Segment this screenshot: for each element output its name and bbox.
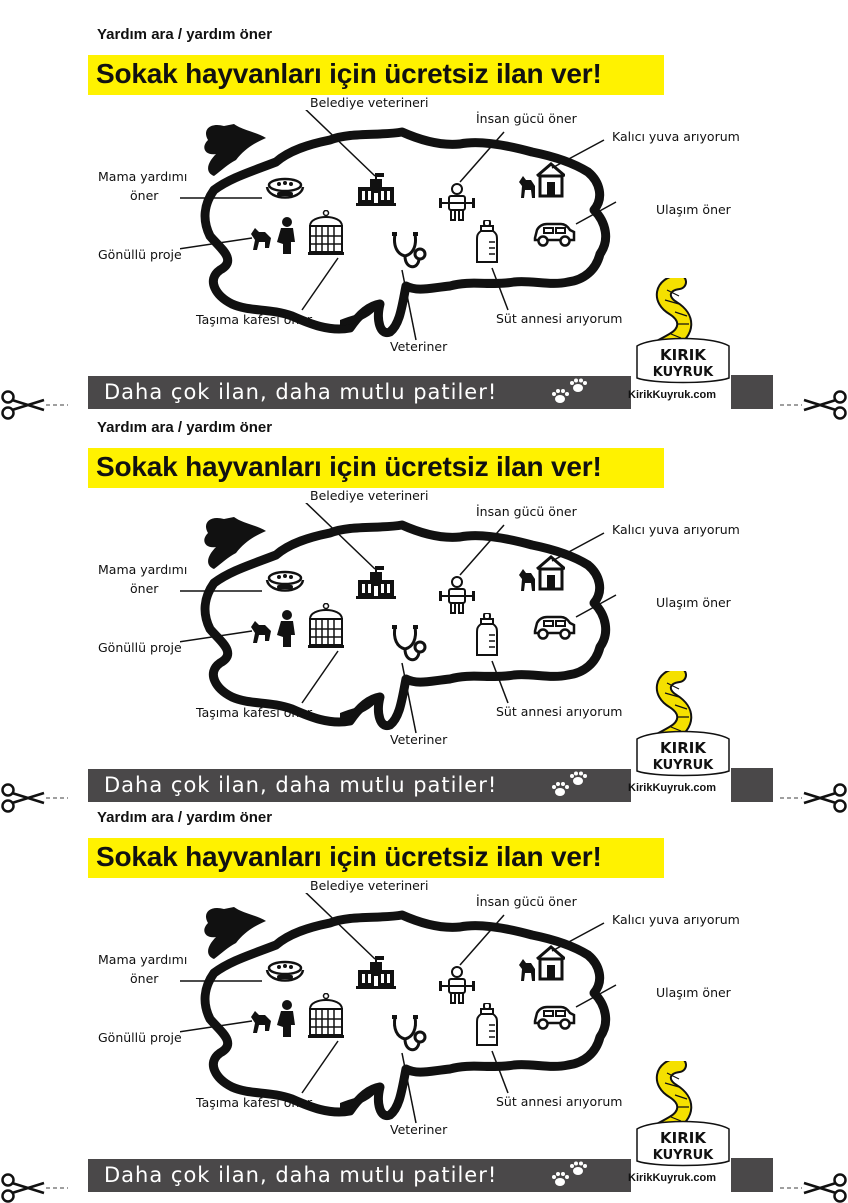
label-mama-yardimi: Mama yardımı [98,562,188,577]
label-sut-annesi: Süt annesi arıyorum [496,704,623,719]
label-mama-oner: öner [130,581,159,596]
baby-bottle-icon [475,613,499,659]
headline: Sokak hayvanları için ücretsiz ilan ver! [96,451,602,482]
weightlifter-icon [437,965,477,1005]
label-veteriner: Veteriner [390,339,448,354]
label-tasima-kafesi: Taşıma kafesi öner [196,312,313,327]
headline: Sokak hayvanları için ücretsiz ilan ver! [96,841,602,872]
scissors-icon [778,1173,848,1203]
food-bowl-icon [263,958,307,990]
website[interactable]: KirikKuyruk.com [628,1172,717,1184]
bird-cage-icon [306,210,346,256]
volunteer-with-dog-icon [249,609,299,649]
label-gonullu-proje: Gönüllü proje [98,1030,182,1045]
label-gonullu-proje: Gönüllü proje [98,640,182,655]
label-mama-yardimi: Mama yardımı [98,169,188,184]
website[interactable]: KirikKuyruk.com [628,782,717,794]
kirik-kuyruk-logo [633,671,733,777]
bird-cage-icon [306,603,346,649]
svg-text:KIRIK: KIRIK [660,739,706,757]
headline-banner [88,55,664,95]
label-mama-oner: öner [130,971,159,986]
label-sut-annesi: Süt annesi arıyorum [496,1094,623,1109]
kirik-kuyruk-logo [633,278,733,384]
bird-cage-icon [306,993,346,1039]
label-kalici-yuva: Kalıcı yuva arıyorum [612,522,740,537]
label-ulasim: Ulaşım öner [656,985,731,1000]
label-mama-yardimi: Mama yardımı [98,952,188,967]
headline-banner [88,448,664,488]
stethoscope-icon [389,1013,429,1057]
slogan: Daha çok ilan, daha mutlu patiler! [104,773,498,797]
label-belediye-veterineri: Belediye veterineri [310,878,429,893]
baby-bottle-icon [475,1003,499,1049]
car-icon [531,218,577,248]
label-gonullu-proje: Gönüllü proje [98,247,182,262]
slogan: Daha çok ilan, daha mutlu patiler! [104,1163,498,1187]
slogan-bar [88,1159,631,1192]
car-icon [531,611,577,641]
stethoscope-icon [389,230,429,274]
label-belediye-veterineri: Belediye veterineri [310,95,429,110]
label-ulasim: Ulaşım öner [656,595,731,610]
weightlifter-icon [437,575,477,615]
label-insan-gucu: İnsan gücü öner [476,504,577,519]
flyer-2 [0,393,848,797]
stethoscope-icon [389,623,429,667]
label-belediye-veterineri: Belediye veterineri [310,488,429,503]
label-ulasim: Ulaşım öner [656,202,731,217]
svg-text:KUYRUK: KUYRUK [652,1148,714,1163]
headline: Sokak hayvanları için ücretsiz ilan ver! [96,58,602,89]
label-mama-oner: öner [130,188,159,203]
label-kalici-yuva: Kalıcı yuva arıyorum [612,129,740,144]
flyer-3 [0,783,848,1187]
label-veteriner: Veteriner [390,1122,448,1137]
headline-banner [88,838,664,878]
municipality-building-icon [354,173,398,207]
flyer-subtitle: Yardım ara / yardım öner [97,419,273,436]
label-insan-gucu: İnsan gücü öner [476,894,577,909]
car-icon [531,1001,577,1031]
slogan: Daha çok ilan, daha mutlu patiler! [104,380,498,404]
label-veteriner: Veteriner [390,732,448,747]
dog-house-icon [517,160,565,200]
svg-text:KIRIK: KIRIK [660,1129,706,1147]
label-tasima-kafesi: Taşıma kafesi öner [196,705,313,720]
municipality-building-icon [354,956,398,990]
flyer-subtitle: Yardım ara / yardım öner [97,809,273,826]
weightlifter-icon [437,182,477,222]
baby-bottle-icon [475,220,499,266]
paw-prints-icon [550,1161,590,1191]
dog-house-icon [517,943,565,983]
gray-tab [731,1158,773,1192]
dog-house-icon [517,553,565,593]
scissors-icon [0,1173,70,1203]
label-sut-annesi: Süt annesi arıyorum [496,311,623,326]
label-tasima-kafesi: Taşıma kafesi öner [196,1095,313,1110]
volunteer-with-dog-icon [249,999,299,1039]
municipality-building-icon [354,566,398,600]
website[interactable]: KirikKuyruk.com [628,389,717,401]
kirik-kuyruk-logo [633,1061,733,1167]
svg-text:KUYRUK: KUYRUK [652,758,714,773]
label-kalici-yuva: Kalıcı yuva arıyorum [612,912,740,927]
food-bowl-icon [263,175,307,207]
flyer-subtitle: Yardım ara / yardım öner [97,26,273,43]
svg-text:KUYRUK: KUYRUK [652,365,714,380]
svg-text:KIRIK: KIRIK [660,346,706,364]
label-insan-gucu: İnsan gücü öner [476,111,577,126]
food-bowl-icon [263,568,307,600]
flyer-1 [0,0,848,404]
volunteer-with-dog-icon [249,216,299,256]
